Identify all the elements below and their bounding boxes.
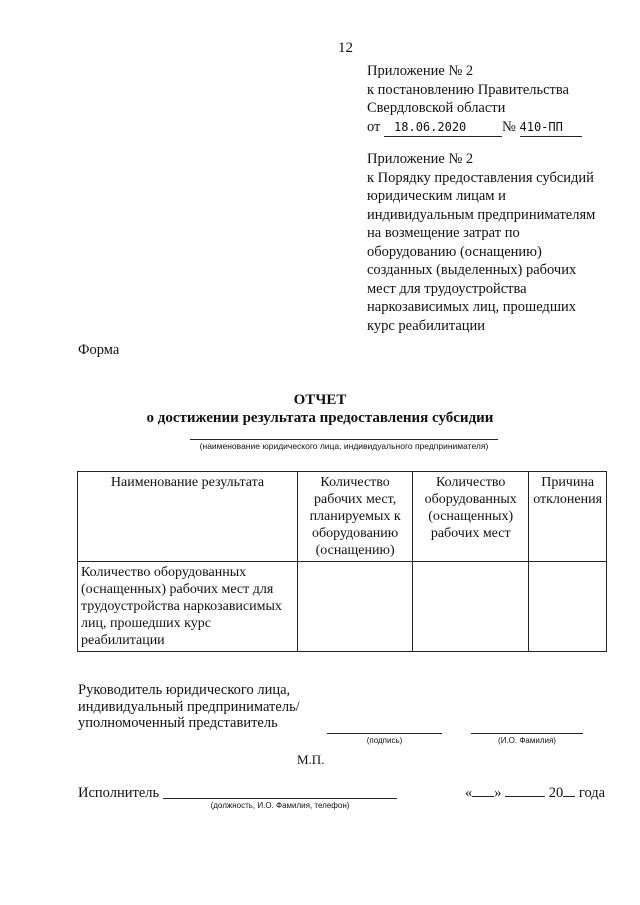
column-header: Наименование результата [78,472,298,562]
stamp-place-label: М.П. [297,752,325,767]
date-field [465,784,605,802]
annex-line: оборудованию (оснащению) [367,243,542,260]
column-header: Причина отклонения [529,472,607,562]
resolution-date: 18.06.2020 [384,118,502,138]
year-blank[interactable] [563,784,575,797]
resolution-date-line [367,118,627,138]
table-header-row [78,472,607,562]
entity-name-line[interactable] [190,439,498,440]
annex-line: к постановлению Правительства [367,81,569,98]
executor-line[interactable] [163,798,397,799]
annex-line: созданных (выделенных) рабочих [367,262,577,278]
signer-line: индивидуальный предприниматель/ [78,698,300,715]
signer-name-line[interactable] [471,733,583,734]
annex-line: Приложение № 2 [367,63,474,79]
planned-count-cell[interactable] [298,562,413,652]
close-quote: » [494,785,502,801]
number-prefix: № [502,118,516,135]
executor-caption: (должность, И.О. Фамилия, телефон) [210,801,350,810]
signature-caption: (подпись) [366,736,403,745]
table-row [78,562,607,652]
actual-count-cell[interactable] [413,562,529,652]
order-annex-header [367,150,627,335]
signer-line: Руководитель юридического лица, [78,682,291,698]
annex-line: индивидуальным предпринимателям [367,206,596,223]
day-blank[interactable] [472,784,494,797]
column-header: Количество рабочих мест, планируемых к оборудованию (оснащению) [298,472,413,562]
annex-line: курс реабилитации [367,317,486,334]
annex-line: Свердловской области [367,100,506,116]
date-prefix: от [367,118,381,135]
annex-line: к Порядку предоставления субсидий [367,169,594,186]
signature-line[interactable] [327,733,442,734]
annex-header [367,62,627,137]
annex-line: Приложение № 2 [367,151,474,167]
open-quote: « [465,785,473,801]
results-table [77,471,607,652]
signer-line: уполномоченный представитель [78,715,278,731]
annex-line: наркозависимых лиц, прошедших [367,299,576,315]
year-prefix: 20 [548,785,564,801]
month-blank[interactable] [505,784,545,797]
signer-name-caption: (И.О. Фамилия) [498,736,556,745]
executor-label: Исполнитель [78,785,160,801]
report-title: ОТЧЕТ [293,392,347,408]
annex-line: мест для трудоустройства [367,280,527,297]
entity-name-caption: (наименование юридического лица, индивидуального предпринимателя) [199,441,489,451]
result-name-cell: Количество оборудованных (оснащенных) рабочих мест для трудоустройства наркозависимых лиц, прошедших курс реабилитации [78,562,298,652]
annex-line: юридическим лицам и [367,188,506,204]
page-number: 12 [338,40,353,56]
form-label: Форма [78,342,120,358]
deviation-reason-cell[interactable] [529,562,607,652]
report-subtitle: о достижении результата предоставления субсидии [146,410,494,426]
year-suffix: года [578,785,606,801]
resolution-number: 410-ПП [520,118,582,138]
signer-block [78,682,300,732]
column-header: Количество оборудованных (оснащенных) рабочих мест [413,472,529,562]
annex-line: на возмещение затрат по [367,225,520,241]
